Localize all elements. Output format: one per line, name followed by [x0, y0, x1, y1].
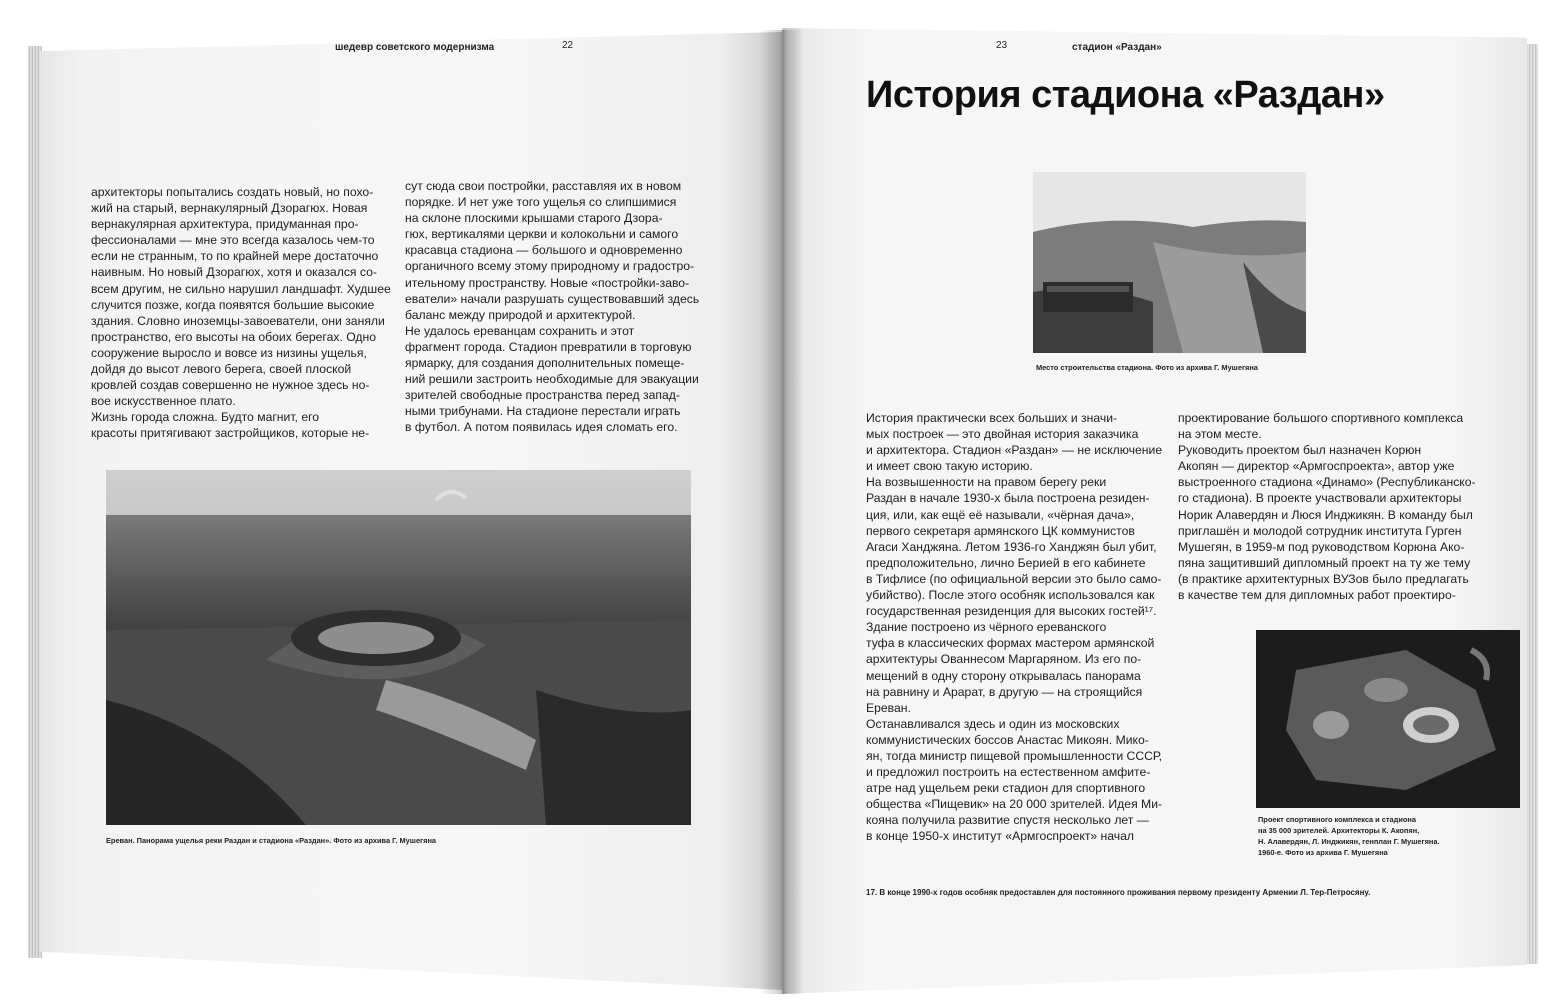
footnote-17: 17. В конце 1990-х годов особняк предоставлен для постоянного проживания первому президенту Армении Л. Тер-Петросяну.: [866, 888, 1371, 897]
right-column-1: История практически всех больших и значи- мых построек — это двойная история заказчика и архитектора. Стадион «Раздан» — не исключение и имеет свою такую историю. На возвышенности на правом берегу реки Раздан в начале 1930-х была построена резиден- ция, или, как ещё её называли, «чёрная дача», первого секретаря армянского ЦК коммунистов Агаси Ханджяна. Летом 1936-го Ханджян был убит, предположительно, лично Берией в его кабинете в Тифлисе (по официальной версии это было само- убийство). После этого особняк использовался как государственная резиденция для высоких гостей¹⁷. Здание построено из чёрного ереванского туфа в классических формах мастером армянской архитектуры Ованнесом Маргаряном. Из его по- мещений в одну сторону открывалась панорама на равнину и Арарат, в другую — на строящийся Ереван. Останавливался здесь и один из московских коммунистических боссов Анастас Микоян. Мико- ян, тогда министр пищевой промышленности СССР, и предложил построить на естественном амфите- атре над ущельем реки стадион для спортивного общества «Пищевик» на 20 000 зрителей. Идея Ми- кояна получила развитие спустя несколько лет — в конце 1950-х институт «Армгоспроект» начал: [866, 411, 1163, 844]
left-page-number: 22: [562, 40, 574, 51]
right-column-2: проектирование большого спортивного комплекса на этом месте. Руководить проектом был назначен Корюн Акопян — директор «Армгоспроекта», автор уже выстроенного стадиона «Динамо» (Республиканско- го стадиона). В проекте участвовали архитекторы Норик Алавердян и Люся Инджикян. В команду был приглашён и молодой сотрудник института Гурген Мушегян, в 1959-м под руководством Корюна Ако- пяна защитивший дипломный проект на ту же тему (в практике архитектурных ВУЗов было предлагать в качестве тем для дипломных работ проектиро-: [1178, 411, 1476, 603]
left-column-2: сут сюда свои постройки, расставляя их в новом порядке. И нет уже того ущелья со слипшимися на склоне плоскими крышами старого Дзора- гюх, вертикалями церкви и колокольни и самого красавца стадиона — большого и одновременно органичного всему этому природному и градостро- ительному пространству. Новые «постройки-заво- еватели» начали разрушать существовавший здесь баланс между природой и архитектурой. Не удалось ереванцам сохранить и этот фрагмент города. Стадион превратили в торговую ярмарку, для создания дополнительных помеще- ний решили застроить необходимые для эвакуации зрителей свободные пространства перед запад- ными трибунами. На стадионе перестали играть в футбол. А потом появилась идея сломать его.: [405, 179, 700, 435]
panorama-photo-caption: Ереван. Панорама ущелья реки Раздан и стадиона «Раздан». Фото из архива Г. Мушегяна: [106, 836, 437, 845]
chapter-title: История стадиона «Раздан»: [866, 74, 1385, 116]
model-photo-caption: Проект спортивного комплекса и стадиона на 35 000 зрителей. Архитекторы К. Акопян, Н. Алавердян, Л. Инджикян, генплан Г. Мушегяна. 1960-е. Фото из архива Г. Мушегяна: [1258, 815, 1440, 857]
left-running-head: шедевр советского модернизма: [335, 42, 495, 53]
right-page-number: 23: [996, 40, 1008, 51]
stadium-model-photo: [1256, 630, 1520, 808]
yerevan-panorama-photo: [106, 470, 691, 825]
book-gutter: [760, 30, 804, 994]
stadium-site-photo: [1033, 172, 1306, 353]
site-photo-caption: Место строительства стадиона. Фото из архива Г. Мушегяна: [1036, 363, 1258, 372]
left-page-edges: [28, 46, 42, 958]
left-column-1: архитекторы попытались создать новый, но похо- жий на старый, вернакулярный Дзорагюх. Новая вернакулярная архитектура, придуманная про- фессионалами — мне это всегда казалось чем-то если не странным, то по крайней мере достаточно наивным. Но новый Дзорагюх, хотя и оказался со- всем другим, не сильно нарушил ландшафт. Худшее случится позже, когда появятся большие высокие здания. Словно иноземцы-завоеватели, они заняли пространство, его высоты на обоих берегах. Одно сооружение выросло и вовсе из низины ущелья, дойдя до высот левого берега, своей плоской кровлей создав совершенно не нужное здесь но- вое искусственное плато. Жизнь города сложна. Будто магнит, его красоты притягивают застройщиков, которые не-: [91, 185, 391, 441]
right-running-head: стадион «Раздан»: [1072, 42, 1162, 53]
